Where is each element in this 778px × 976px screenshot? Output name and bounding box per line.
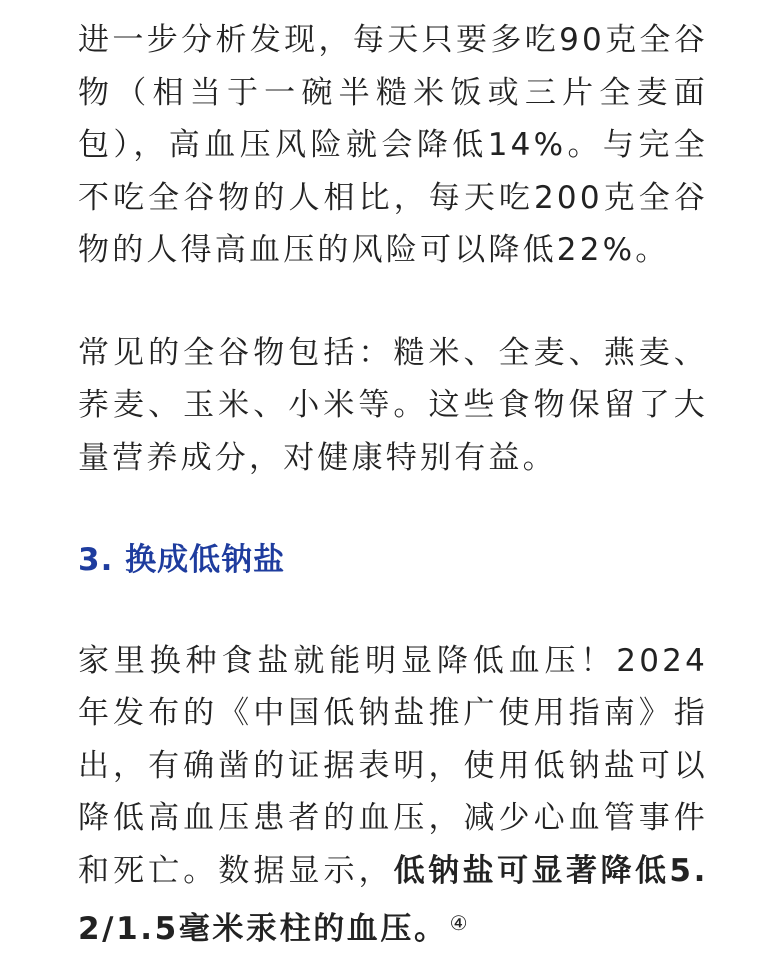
highlighted-statement: 低钠盐可显著降低5.2/1.5毫米汞柱的血压。: [78, 852, 708, 947]
section-heading-low-sodium-salt: 3. 换成低钠盐: [78, 542, 286, 578]
paragraph-text: 家里换种食盐就能明显降低血压！2024年发布的《中国低钠盐推广使用指南》指出，有确凿的证据表明，使用低钠盐可以降低高血压患者的血压，减少心血管事件和死亡。数据显示，: [78, 642, 708, 889]
paragraph-whole-grain-analysis: 进一步分析发现，每天只要多吃90克全谷物（相当于一碗半糙米饭或三片全麦面包），高血压风险就会降低14%。与完全不吃全谷物的人相比，每天吃200克全谷物的人得高血压的风险可以降低22%。: [78, 22, 708, 268]
article-body: [78, 14, 708, 956]
paragraph-low-sodium-salt: [78, 635, 708, 956]
footnote-reference[interactable]: ④: [449, 911, 468, 935]
paragraph-whole-grain-examples: 常见的全谷物包括：糙米、全麦、燕麦、荞麦、玉米、小米等。这些食物保留了大量营养成分，对健康特别有益。: [78, 334, 708, 476]
